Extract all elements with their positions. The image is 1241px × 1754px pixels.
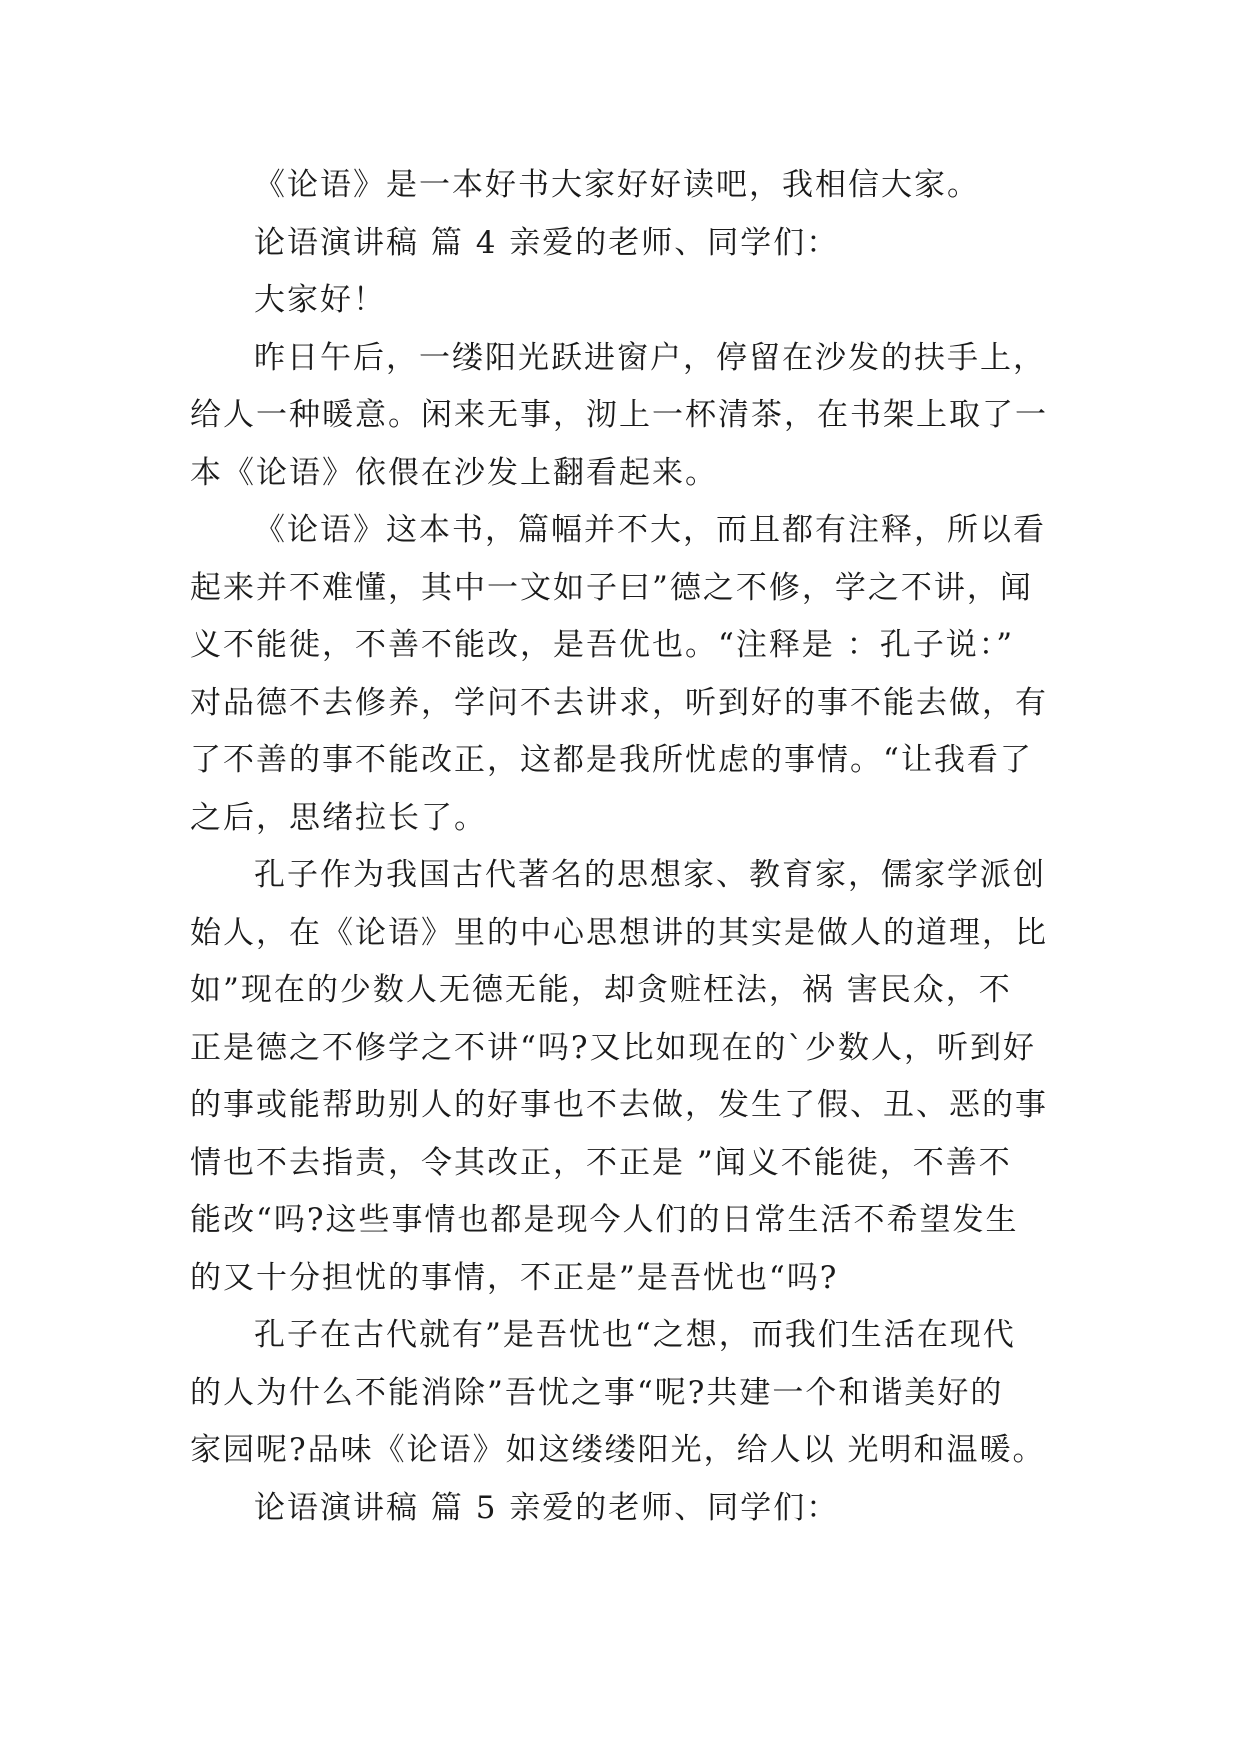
text-line: 情也不去指责，令其改正，不正是 ”闻义不能徙，不善不 [190, 1144, 1012, 1181]
text-line: 《论语》是一本好书大家好好读吧，我相信大家。 [254, 167, 980, 203]
text-line: 昨日午后，一缕阳光跃进窗户，停留在沙发的扶手上， [254, 339, 1046, 376]
text-line: 义不能徙，不善不能改，是吾优也。“注释是 ：孔子说：” [190, 627, 1015, 663]
paragraph-1 [190, 157, 1070, 215]
paragraph-3-greeting [190, 272, 1070, 330]
text-line: 之后，思绪拉长了。 [190, 799, 487, 836]
text-line: 对品德不去修养，学问不去讲求，听到好的事不能去做，有 [190, 684, 1048, 721]
text-line: 的事或能帮助别人的好事也不去做，发生了假、丑、恶的事 [190, 1087, 1048, 1123]
paragraph-8-heading [190, 1480, 1070, 1538]
text-line: 本《论语》依偎在沙发上翻看起来。 [190, 454, 718, 491]
paragraph-2-heading [190, 215, 1070, 273]
text-line: 正是德之不修学之不讲“吗?又比如现在的`少数人，听到好 [190, 1029, 1036, 1066]
text-line: 大家好！ [254, 282, 386, 318]
text-line: 《论语》这本书，篇幅并不大，而且都有注释，所以看 [254, 512, 1046, 548]
text-line: 孔子在古代就有”是吾忧也“之想，而我们生活在现代 [254, 1317, 1016, 1353]
text-line: 论语演讲稿 篇 5 亲爱的老师、同学们： [254, 1489, 840, 1526]
text-line: 家园呢?品味《论语》如这缕缕阳光，给人以 光明和温暖。 [190, 1432, 1046, 1468]
text-line: 如”现在的少数人无德无能，却贪赃枉法，祸 害民众，不 [190, 972, 1012, 1008]
text-line: 给人一种暖意。闲来无事，沏上一杯清茶，在书架上取了一 [190, 397, 1048, 433]
text-line: 能改“吗?这些事情也都是现今人们的日常生活不希望发生 [190, 1202, 1019, 1238]
text-line: 的人为什么不能消除”吾忧之事“呢?共建一个和谐美好的 [190, 1374, 1004, 1411]
text-line: 起来并不难懂，其中一文如子曰”德之不修，学之不讲，闻 [190, 569, 1033, 606]
paragraph-4 [190, 330, 1070, 503]
text-line: 了不善的事不能改正，这都是我所忧虑的事情。“让我看了 [190, 742, 1033, 778]
paragraph-7 [190, 1307, 1070, 1480]
paragraph-5 [190, 502, 1070, 847]
document-body [190, 157, 1070, 1537]
paragraph-6 [190, 847, 1070, 1307]
text-line: 孔子作为我国古代著名的思想家、教育家，儒家学派创 [254, 857, 1046, 893]
text-line: 始人，在《论语》里的中心思想讲的其实是做人的道理，比 [190, 914, 1048, 951]
text-line: 论语演讲稿 篇 4 亲爱的老师、同学们： [254, 224, 840, 261]
text-line: 的又十分担忧的事情，不正是”是吾忧也“吗? [190, 1259, 839, 1296]
